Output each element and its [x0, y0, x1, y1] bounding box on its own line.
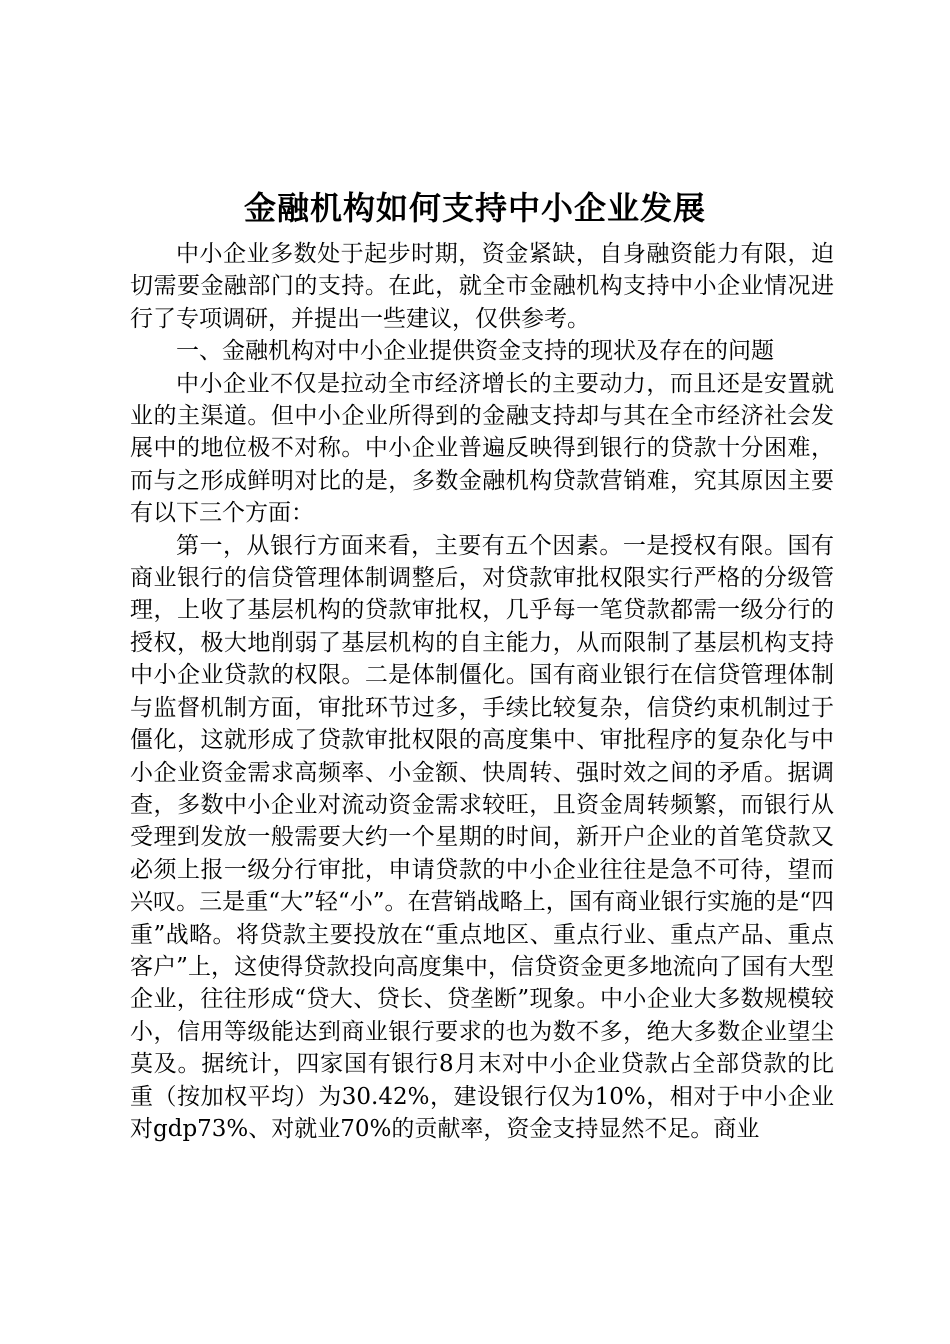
document-body [130, 238, 834, 1145]
section-heading-1: 一、金融机构对中小企业提供资金支持的现状及存在的问题 [176, 338, 774, 365]
paragraph-intro: 中小企业多数处于起步时期，资金紧缺，自身融资能力有限，迫切需要金融部门的支持。在此，就全市金融机构支持中小企业情况进行了专项调研，并提出一些建议，仅供参考。 [130, 241, 834, 332]
document-title: 金融机构如何支持中小企业发展 [243, 189, 706, 227]
paragraph-bank-factors: 第一，从银行方面来看，主要有五个因素。一是授权有限。国有商业银行的信贷管理体制调整后，对贷款审批权限实行严格的分级管理，上收了基层机构的贷款审批权，几乎每一笔贷款都需一级分行的授权，极大地削弱了基层机构的自主能力，从而限制了基层机构支持中小企业贷款的权限。二是体制僵化。国有商业银行在信贷管理体制与监督机制方面，审批环节过多，手续比较复杂，信贷约束机制过于僵化，这就形成了贷款审批权限的高度集中、审批程序的复杂化与中小企业资金需求高频率、小金额、快周转、强时效之间的矛盾。据调查，多数中小企业对流动资金需求较旺，且资金周转频繁，而银行从受理到发放一般需要大约一个星期的时间，新开户企业的首笔贷款又必须上报一级分行审批，申请贷款的中小企业往往是急不可待，望而兴叹。三是重“大”轻“小”。在营销战略上，国有商业银行实施的是“四重”战略。将贷款主要投放在“重点地区、重点行业、重点产品、重点客户”上，这使得贷款投向高度集中，信贷资金更多地流向了国有大型企业，往往形成“贷大、贷长、贷垄断”现象。中小企业大多数规模较小，信用等级能达到商业银行要求的也为数不多，绝大多数企业望尘莫及。据统计，四家国有银行8月末对中小企业贷款占全部贷款的比重（按加权平均）为30.42%，建设银行仅为10%，相对于中小企业对gdp73%、对就业70%的贡献率，资金支持显然不足。商业 [130, 532, 834, 1142]
paragraph-status: 中小企业不仅是拉动全市经济增长的主要动力，而且还是安置就业的主渠道。但中小企业所得到的金融支持却与其在全市经济社会发展中的地位极不对称。中小企业普遍反映得到银行的贷款十分困难，而与之形成鲜明对比的是，多数金融机构贷款营销难，究其原因主要有以下三个方面： [130, 370, 834, 527]
